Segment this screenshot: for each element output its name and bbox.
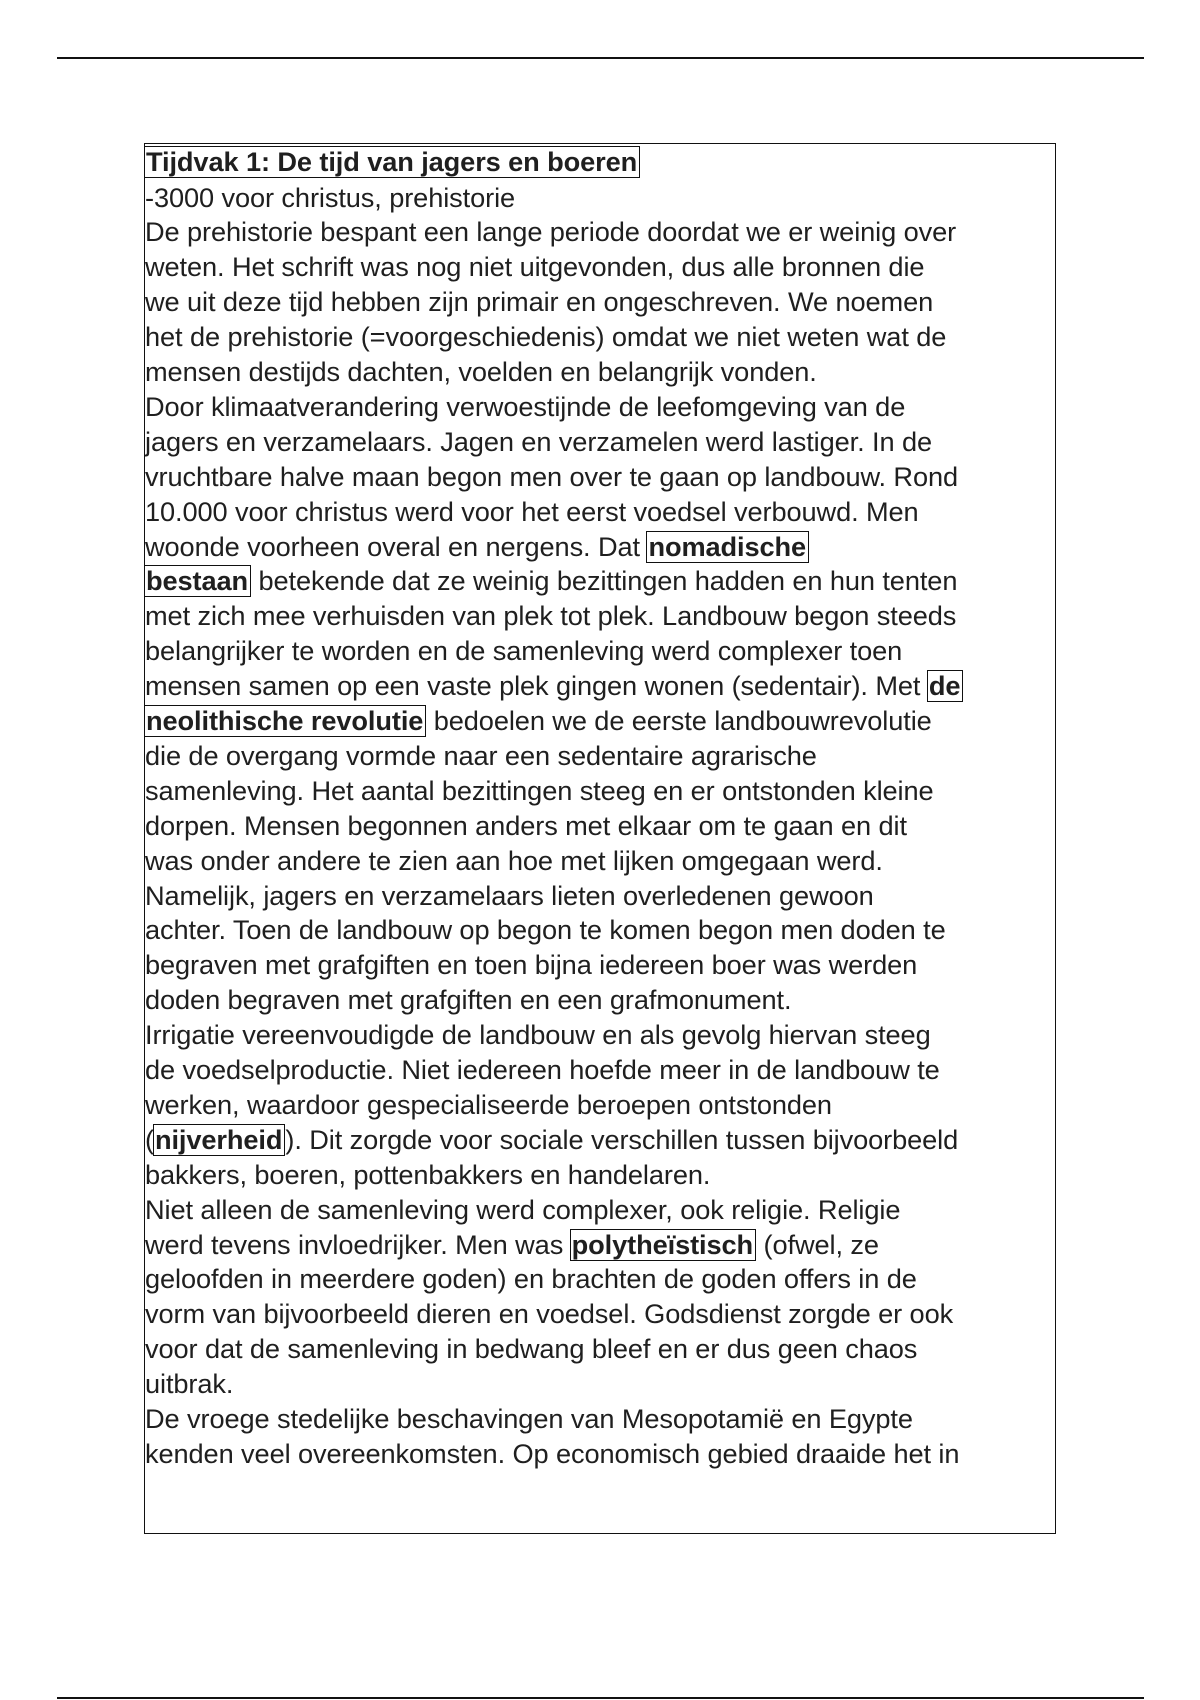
text-line: met zich mee verhuisden van plek tot plek. Landbouw begon steeds <box>145 600 957 632</box>
text-line: weten. Het schrift was nog niet uitgevonden, dus alle bronnen die <box>145 251 925 283</box>
text-line: bakkers, boeren, pottenbakkers en handelaren. <box>145 1158 711 1190</box>
text-line <box>145 703 932 738</box>
text-line: samenleving. Het aantal bezittingen steeg en er ontstonden kleine <box>145 774 934 806</box>
footer-rule <box>57 1697 1144 1699</box>
text-line: de voedselproductie. Niet iedereen hoefde meer in de landbouw te <box>145 1054 940 1085</box>
text-line <box>145 668 963 703</box>
key-term: nijverheid <box>153 1124 285 1156</box>
text-line: Namelijk, jagers en verzamelaars lieten overledenen gewoon <box>145 879 874 911</box>
key-term: de <box>927 670 964 702</box>
key-term: nomadische <box>646 531 809 563</box>
text-frame <box>144 143 1056 1534</box>
text-line: Door klimaatverandering verwoestijnde de leefomgeving van de <box>145 390 906 422</box>
text-line: het de prehistorie (=voorgeschiedenis) omdat we niet weten wat de <box>145 321 947 353</box>
text-line: Irrigatie vereenvoudigde de landbouw en als gevolg hiervan steeg <box>145 1019 931 1051</box>
text-line: achter. Toen de landbouw op begon te komen begon men doden te <box>145 914 946 946</box>
text-line: uitbrak. <box>145 1368 234 1400</box>
document-title-line <box>145 144 640 179</box>
text-line: vorm van bijvoorbeeld dieren en voedsel. Godsdienst zorgde er ook <box>145 1298 954 1330</box>
text-line: werken, waardoor gespecialiseerde beroepen ontstonden <box>145 1088 832 1120</box>
text-line: Niet alleen de samenleving werd complexer, ook religie. Religie <box>145 1193 901 1225</box>
text-line: doden begraven met grafgiften en een grafmonument. <box>145 984 792 1016</box>
key-term: bestaan <box>144 565 251 597</box>
text-line: belangrijker te worden en de samenleving werd complexer toen <box>145 635 903 667</box>
text-line: we uit deze tijd hebben zijn primair en ongeschreven. We noemen <box>145 286 934 318</box>
text-line <box>145 563 957 598</box>
text-line: dorpen. Mensen begonnen anders met elkaar om te gaan en dit <box>145 809 907 841</box>
text-segment: woonde voorheen overal en nergens. Dat <box>145 530 648 562</box>
text-line: begraven met grafgiften en toen bijna iedereen boer was werden <box>145 949 918 981</box>
text-segment: werd tevens invloedrijker. Men was <box>145 1228 571 1260</box>
text-line: kenden veel overeenkomsten. Op economisch gebied draaide het in <box>145 1437 960 1469</box>
text-line: -3000 voor christus, prehistorie <box>145 181 516 213</box>
text-line: De prehistorie bespant een lange periode doordat we er weinig over <box>145 216 957 248</box>
key-term: neolithische revolutie <box>144 705 426 737</box>
text-segment: betekende dat ze weinig bezittingen hadden en hun tenten <box>251 565 958 597</box>
text-line: De vroege stedelijke beschavingen van Mesopotamië en Egypte <box>145 1403 913 1434</box>
text-line: jagers en verzamelaars. Jagen en verzamelen werd lastiger. In de <box>145 425 932 457</box>
document-title: Tijdvak 1: De tijd van jagers en boeren <box>144 146 640 178</box>
text-segment: ). Dit zorgde voor sociale verschillen tussen bijvoorbeeld <box>285 1123 959 1155</box>
text-line: vruchtbare halve maan begon men over te gaan op landbouw. Rond <box>145 460 959 492</box>
text-line: 10.000 voor christus werd voor het eerst voedsel verbouwd. Men <box>145 495 919 527</box>
text-line <box>145 1122 958 1157</box>
key-term: polytheïstisch <box>570 1229 756 1261</box>
text-line: mensen destijds dachten, voelden en belangrijk vonden. <box>145 356 817 387</box>
text-segment: ( <box>145 1123 154 1155</box>
text-segment: mensen samen op een vaste plek gingen wonen (sedentair). Met <box>145 670 928 702</box>
header-rule <box>57 57 1144 59</box>
text-segment: bedoelen we de eerste landbouwrevolutie <box>426 705 932 736</box>
text-segment: (ofwel, ze <box>756 1228 879 1260</box>
text-line: was onder andere te zien aan hoe met lijken omgegaan werd. <box>145 844 883 876</box>
text-line: die de overgang vormde naar een sedentaire agrarische <box>145 739 817 771</box>
text-line: voor dat de samenleving in bedwang bleef en er dus geen chaos <box>145 1333 918 1365</box>
text-line <box>145 1227 879 1262</box>
text-line: geloofden in meerdere goden) en brachten de goden offers in de <box>145 1263 917 1295</box>
text-line <box>145 529 809 564</box>
